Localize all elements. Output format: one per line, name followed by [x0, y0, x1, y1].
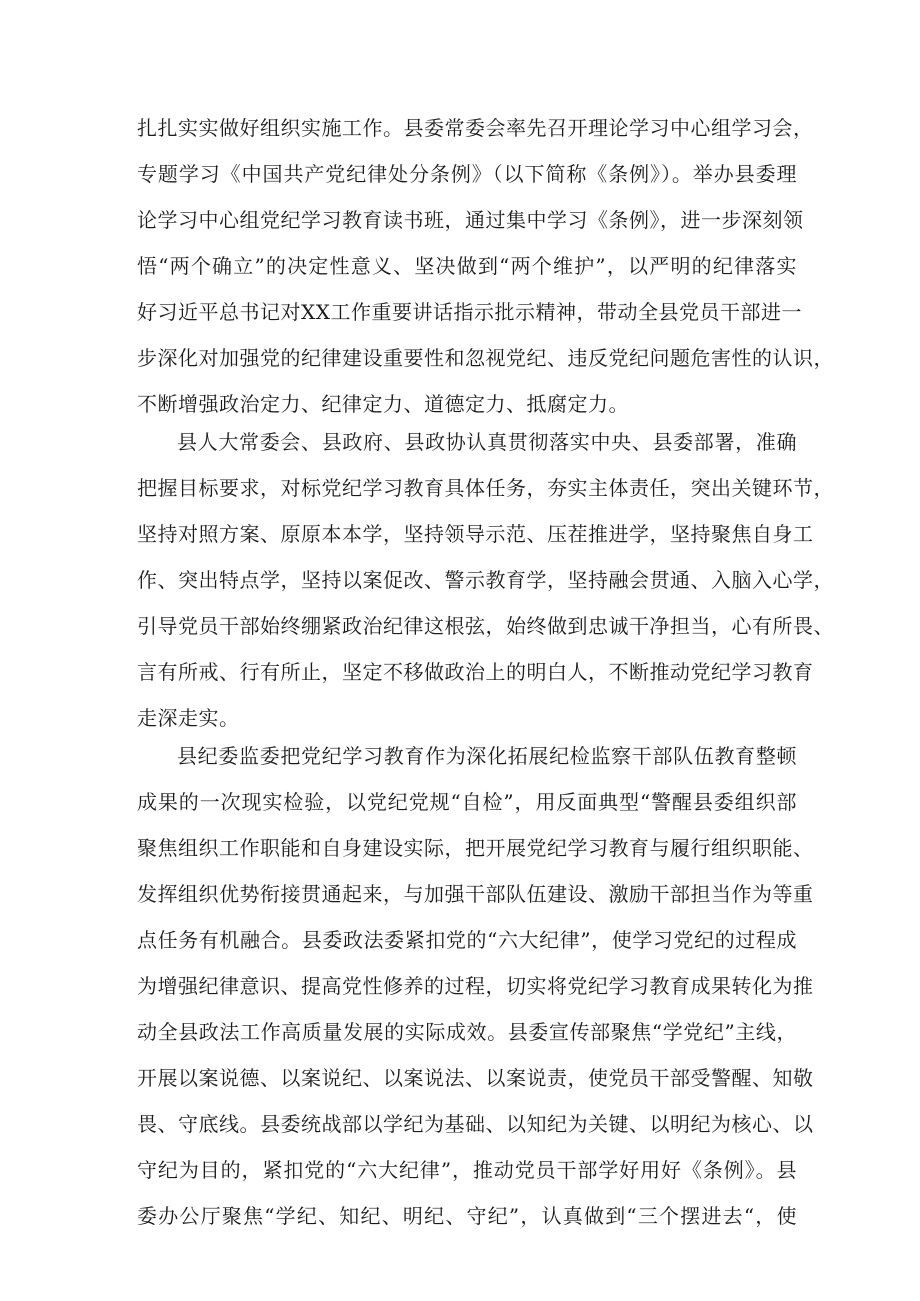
text-line: 为增强纪律意识、提高党性修养的过程，切实将党纪学习教育成果转化为推	[137, 974, 814, 998]
text-line: 把握目标要求，对标党纪学习教育具体任务，夯实主体责任，突出关键环节，	[137, 476, 834, 500]
text-line: 言有所戒、行有所止，坚定不移做政治上的明白人，不断推动党纪学习教育	[137, 660, 814, 684]
text-line: 委办公厅聚焦“学纪、知纪、明纪、守纪”，认真做到“三个摆进去“，使	[137, 1204, 797, 1228]
text-line: 畏、守底线。县委统战部以学纪为基础、以知纪为关键、以明纪为核心、以	[137, 1112, 814, 1136]
text-line: 县纪委监委把党纪学习教育作为深化拓展纪检监察干部队伍教育整顿	[177, 744, 797, 768]
text-line: 悟“两个确立”的决定性意义、坚决做到“两个维护”，以严明的纪律落实	[137, 254, 797, 278]
text-line: 论学习中心组党纪学习教育读书班，通过集中学习《条例》，进一步深刻领	[137, 208, 804, 232]
text-line: 引导党员干部始终绷紧政治纪律这根弦，始终做到忠诚干净担当，心有所畏、	[137, 614, 834, 638]
text-line: 守纪为目的，紧扣党的“六大纪律”，推动党员干部学好用好《条例》。县	[137, 1158, 797, 1182]
text-line: 专题学习《中国共产党纪律处分条例》（以下简称《条例》）。举办县委理	[137, 162, 797, 186]
text-line: 成果的一次现实检验，以党纪党规“自检”，用反面典型“警醒县委组织部	[137, 790, 797, 814]
text-line: 步深化对加强党的纪律建设重要性和忽视党纪、违反党纪问题危害性的认识，	[137, 346, 834, 370]
text-line: 聚焦组织工作职能和自身建设实际，把开展党纪学习教育与履行组织职能、	[137, 836, 814, 860]
text-line: 好习近平总书记对XX工作重要讲话指示批示精神，带动全县党员干部进一	[137, 300, 802, 324]
text-line: 发挥组织优势衔接贯通起来，与加强干部队伍建设、激励干部担当作为等重	[137, 882, 814, 906]
text-line: 走深走实。	[137, 706, 240, 730]
text-line: 扎扎实实做好组织实施工作。县委常委会率先召开理论学习中心组学习会，	[137, 116, 814, 140]
text-line: 不断增强政治定力、纪律定力、道德定力、抵腐定力。	[137, 392, 629, 416]
text-line: 县人大常委会、县政府、县政协认真贯彻落实中央、县委部署，准确	[177, 430, 797, 454]
text-line: 动全县政法工作高质量发展的实际成效。县委宣传部聚焦“学党纪”主线，	[137, 1020, 797, 1044]
text-line: 作、突出特点学，坚持以案促改、警示教育学，坚持融会贯通、入脑入心学，	[137, 568, 834, 592]
text-line: 坚持对照方案、原原本本学，坚持领导示范、压茬推进学，坚持聚焦自身工	[137, 522, 814, 546]
text-line: 点任务有机融合。县委政法委紧扣党的“六大纪律”，使学习党纪的过程成	[137, 928, 797, 952]
text-line: 开展以案说德、以案说纪、以案说法、以案说责，使党员干部受警醒、知敬	[137, 1066, 814, 1090]
